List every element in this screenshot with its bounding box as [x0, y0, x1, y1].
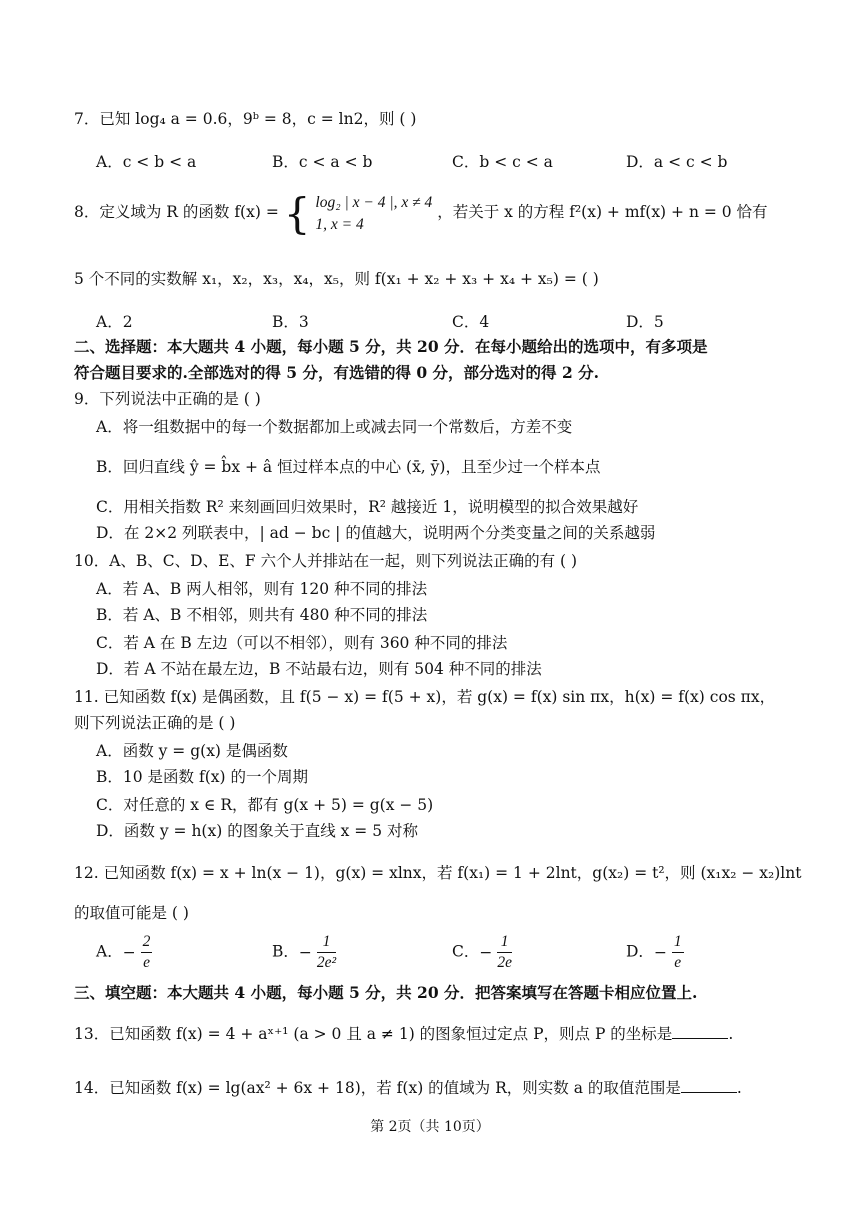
q11-stem: 11. 已知函数 f(x) 是偶函数，且 f(5 − x) = f(5 + x)，若 g(x) = f(x) sin πx，h(x) = f(x) cos πx， [74, 688, 776, 706]
q11-option-b: B．10 是函数 f(x) 的一个周期 [96, 768, 308, 786]
brace-icon: { [283, 188, 311, 238]
q8-case2: 1, x = 4 [315, 215, 364, 233]
q14-stem: 14．已知函数 f(x) = lg(ax² + 6x + 18)，若 f(x) 的值域为 R，则实数 a 的取值范围是 [74, 1079, 681, 1097]
q10-option-b: B．若 A、B 不相邻，则共有 480 种不同的排法 [96, 606, 428, 624]
q9-option-c: C．用相关指数 R² 来刻画回归效果时，R² 越接近 1，说明模型的拟合效果越好 [96, 498, 639, 516]
q7-option-b: B．c < a < b [272, 153, 373, 171]
q8-stem-a: 8．定义域为 R 的函数 f(x) = [74, 203, 279, 221]
section2-line2: 符合题目要求的.全部选对的得 5 分，有选错的得 0 分，部分选对的得 2 分. [74, 363, 600, 382]
q10-option-c: C．若 A 在 B 左边（可以不相邻），则有 360 种不同的排法 [96, 634, 508, 652]
q12-options [96, 932, 796, 978]
q9-option-a: A．将一组数据中的每一个数据都加上或减去同一个常数后，方差不变 [96, 418, 573, 436]
q12-option-a: A．− $\frac{2}{e}$ [96, 933, 151, 971]
q10-option-d: D．若 A 不站在最左边，B 不站最右边，则有 504 种不同的排法 [96, 660, 542, 678]
q12-fraction-c: $\frac{1}{2e}$ [497, 933, 512, 971]
q12-fraction-d: $\frac{1}{e}$ [673, 933, 682, 971]
q8-case1: log₂ | x − 4 |, x ≠ 4 [315, 193, 433, 211]
q12-option-b: B．− $\frac{1}{\text{2e²}}$ [272, 933, 337, 971]
q12-fraction-b: $\frac{1}{\text{2e²}}$ [316, 933, 337, 971]
q8-options [96, 310, 796, 334]
q13-stem: 13．已知函数 f(x) = 4 + aˣ⁺¹ (a > 0 且 a ≠ 1) 的图象恒过定点 P，则点 P 的坐标是 [74, 1025, 673, 1043]
q8-stem-c: 5 个不同的实数解 x₁，x₂，x₃，x₄，x₅，则 f(x₁ + x₂ + x₃ + x₄ + x₅) = ( ) [74, 270, 599, 288]
q13-answer-blank[interactable] [672, 1022, 728, 1039]
q7-option-c: C．b < c < a [452, 153, 553, 171]
q14-line: 14．已知函数 f(x) = lg(ax² + 6x + 18)，若 f(x) 的值域为 R，则实数 a 的取值范围是 . [74, 1076, 800, 1099]
q12-fraction-a: $\frac{2}{e}$ [142, 933, 151, 971]
page-footer: 第 2页（共 10页） [370, 1119, 490, 1135]
q9-stem: 9．下列说法中正确的是 ( ) [74, 390, 261, 408]
q11-stem2: 则下列说法正确的是 ( ) [74, 714, 236, 732]
q12-option-d: D．− $\frac{1}{e}$ [626, 933, 682, 971]
q7-option-d: D．a < c < b [626, 153, 728, 171]
q8-option-d: D．5 [626, 313, 664, 331]
q10-stem: 10．A、B、C、D、E、F 六个人并排站在一起，则下列说法正确的有 ( ) [74, 552, 578, 570]
q8-piecewise [283, 188, 433, 238]
q8-option-a: A．2 [96, 313, 133, 331]
q13-line: 13．已知函数 f(x) = 4 + aˣ⁺¹ (a > 0 且 a ≠ 1) 的图象恒过定点 P，则点 P 的坐标是 . [74, 1022, 800, 1045]
q10-option-a: A．若 A、B 两人相邻，则有 120 种不同的排法 [96, 580, 428, 598]
q8-option-b: B．3 [272, 313, 309, 331]
q11-option-d: D．函数 y = h(x) 的图象关于直线 x = 5 对称 [96, 822, 418, 840]
section3-line1: 三、填空题：本大题共 4 小题，每小题 5 分，共 20 分．把答案填写在答题卡相应位置上. [74, 983, 698, 1002]
q7-stem: 7．已知 log₄ a = 0.6，9ᵇ = 8，c = ln2，则 ( ) [74, 110, 417, 128]
q7-options [96, 150, 796, 174]
q12-option-c: C．− $\frac{1}{2e}$ [452, 933, 512, 971]
q11-option-c: C．对任意的 x ∈ R，都有 g(x + 5) = g(x − 5) [96, 796, 434, 814]
q8-stem-line1 [74, 190, 800, 238]
q8-stem-b: ，若关于 x 的方程 f²(x) + mf(x) + n = 0 恰有 [437, 203, 768, 221]
q12-stem: 12. 已知函数 f(x) = x + ln(x − 1)，g(x) = xlnx，若 f(x₁) = 1 + 2lnt，g(x₂) = t²，则 (x₁x₂ − x₂)lnt [74, 864, 802, 882]
q9-option-d: D．在 2×2 列联表中，| ad − bc | 的值越大，说明两个分类变量之间的关系越弱 [96, 524, 656, 542]
q8-option-c: C．4 [452, 313, 490, 331]
q14-answer-blank[interactable] [681, 1076, 737, 1093]
section2-line1: 二、选择题：本大题共 4 小题，每小题 5 分，共 20 分．在每小题给出的选项中，有多项是 [74, 337, 708, 356]
q7-option-a: A．c < b < a [96, 153, 197, 171]
q8-cases [315, 192, 432, 236]
q12-stem2: 的取值可能是 ( ) [74, 904, 189, 922]
q11-option-a: A．函数 y = g(x) 是偶函数 [96, 742, 288, 760]
q9-option-b: B．回归直线 ŷ = b̂x + â 恒过样本点的中心 (x̄, ȳ)，且至少过一个样本点 [96, 458, 601, 476]
